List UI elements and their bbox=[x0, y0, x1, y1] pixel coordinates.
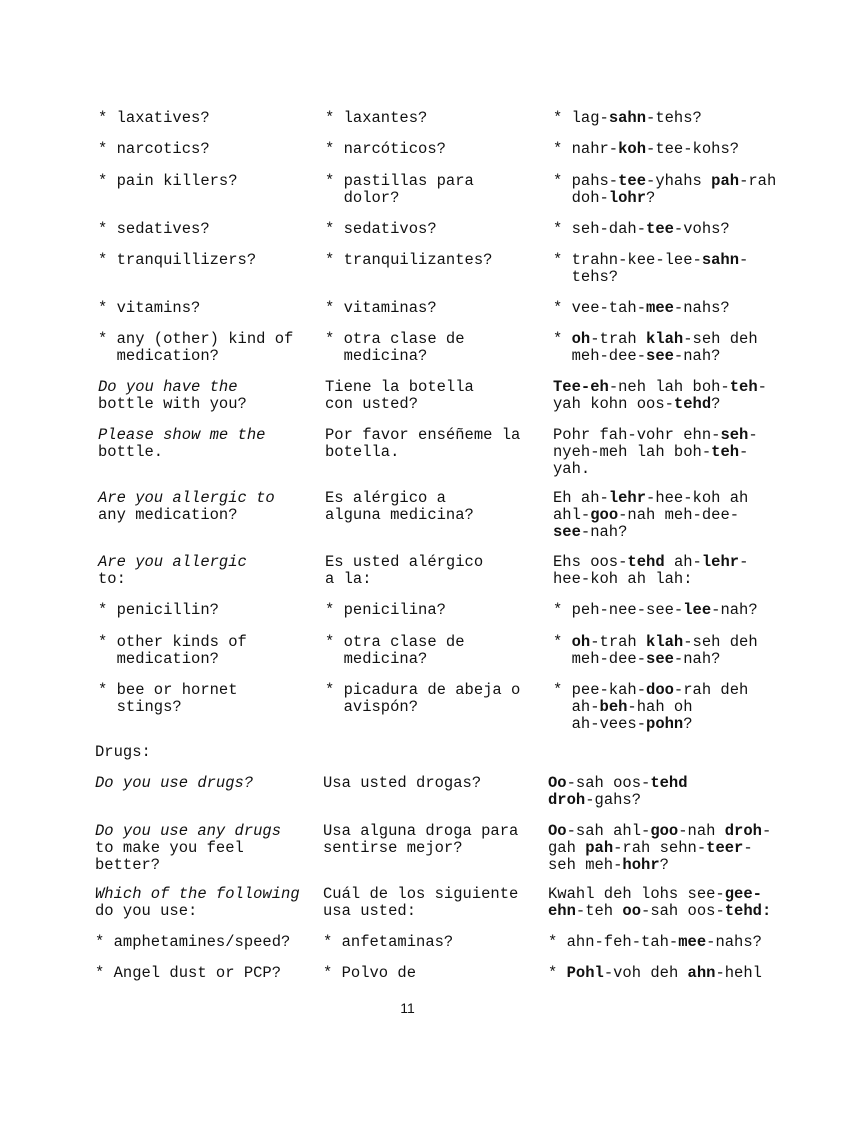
spanish-cell: * vitaminas? bbox=[325, 299, 437, 317]
english-question-italic: Do you use drugs? bbox=[95, 774, 254, 792]
english-cell bbox=[95, 934, 290, 951]
english-cell bbox=[98, 221, 210, 238]
spanish-cell: Por favor enséñeme la botella. bbox=[325, 426, 521, 461]
stressed-syllable: klah bbox=[646, 633, 684, 651]
spanish-cell: * narcóticos? bbox=[325, 140, 446, 158]
stressed-syllable: droh bbox=[724, 822, 762, 840]
stressed-syllable: lohr bbox=[608, 189, 647, 207]
spanish-cell: * Polvo de bbox=[323, 964, 417, 982]
pronunciation-cell: * Pohl-voh deh ahn-hehl bbox=[548, 964, 762, 982]
stressed-syllable: teh bbox=[711, 443, 740, 461]
stressed-syllable: pohn bbox=[646, 715, 684, 733]
pronunciation-cell: * vee-tah-mee-nahs? bbox=[553, 299, 730, 317]
spanish-cell: * picadura de abeja o avispón? bbox=[325, 681, 521, 716]
stressed-syllable: oh bbox=[571, 330, 591, 348]
spanish-cell: Es alérgico a alguna medicina? bbox=[325, 489, 474, 524]
spanish-cell: * tranquilizantes? bbox=[325, 251, 493, 269]
pronunciation-cell: * trahn-kee-lee-sahn- tehs? bbox=[553, 251, 749, 286]
pronunciation-cell: Tee-eh-neh lah boh-teh- yah kohn oos-tehd? bbox=[553, 378, 767, 413]
pronunciation-cell: * pahs-tee-yhahs pah-rah doh-lohr? bbox=[553, 172, 777, 207]
spanish-cell: Cuál de los siguiente usa usted: bbox=[323, 885, 519, 920]
stressed-syllable: tee bbox=[646, 220, 674, 238]
page-number: 11 bbox=[400, 1000, 415, 1016]
english-text: * other kinds of medication? bbox=[98, 633, 247, 668]
stressed-syllable: see bbox=[646, 347, 674, 365]
english-text: any medication? bbox=[98, 506, 238, 524]
stressed-syllable: tehd droh bbox=[548, 774, 688, 809]
english-cell bbox=[98, 252, 256, 269]
spanish-cell: * otra clase de medicina? bbox=[325, 633, 465, 668]
stressed-syllable: oo bbox=[622, 902, 642, 920]
pronunciation-cell: Eh ah-lehr-hee-koh ah ahl-goo-nah meh-dee- see-nah? bbox=[553, 489, 749, 541]
section-heading-drugs: Drugs: bbox=[95, 743, 151, 761]
stressed-syllable: lehr bbox=[608, 489, 647, 507]
stressed-syllable: klah bbox=[646, 330, 684, 348]
spanish-cell: * sedativos? bbox=[325, 220, 437, 238]
english-text: bottle. bbox=[98, 443, 164, 461]
stressed-syllable: Oo bbox=[548, 774, 567, 792]
english-text: * vitamins? bbox=[98, 299, 201, 317]
english-cell bbox=[98, 141, 210, 158]
pronunciation-cell: * oh-trah klah-seh deh meh-dee-see-nah? bbox=[553, 633, 758, 668]
spanish-cell: * penicilina? bbox=[325, 601, 446, 619]
stressed-syllable: gee bbox=[724, 885, 753, 903]
stressed-syllable: goo bbox=[590, 506, 619, 524]
stressed-syllable: doo bbox=[646, 681, 674, 699]
pronunciation-cell: Pohr fah-vohr ehn-seh- nyeh-meh lah boh-teh- yah. bbox=[553, 426, 758, 478]
english-text: * laxatives? bbox=[98, 109, 210, 127]
stressed-syllable: ahn bbox=[687, 964, 716, 982]
english-cell bbox=[98, 427, 265, 461]
pronunciation-cell: * seh-dah-tee-vohs? bbox=[553, 220, 730, 238]
english-text: * narcotics? bbox=[98, 140, 210, 158]
spanish-cell: Usa usted drogas? bbox=[323, 774, 482, 792]
english-text: * penicillin? bbox=[98, 601, 219, 619]
stressed-syllable: teh bbox=[729, 378, 758, 396]
stressed-syllable: tehd: bbox=[724, 902, 772, 920]
stressed-syllable: Tee-eh bbox=[553, 378, 609, 396]
spanish-cell: Es usted alérgico a la: bbox=[325, 553, 484, 588]
spanish-cell: * laxantes? bbox=[325, 109, 428, 127]
english-cell bbox=[98, 173, 238, 190]
english-cell bbox=[98, 379, 247, 413]
english-cell bbox=[98, 490, 275, 524]
english-cell bbox=[95, 886, 300, 920]
pronunciation-cell: * oh-trah klah-seh deh meh-dee-see-nah? bbox=[553, 330, 758, 365]
pronunciation-cell: * lag-sahn-tehs? bbox=[553, 109, 702, 127]
spanish-cell: * pastillas para dolor? bbox=[325, 172, 474, 207]
english-question-italic: Do you use any drugs bbox=[95, 822, 282, 840]
english-text: * any (other) kind of medication? bbox=[98, 330, 294, 365]
english-question-italic: Are you allergic bbox=[98, 553, 247, 571]
stressed-syllable: tee bbox=[618, 172, 647, 190]
spanish-cell: Tiene la botella con usted? bbox=[325, 378, 474, 413]
pronunciation-cell: * ahn-feh-tah-mee-nahs? bbox=[548, 933, 762, 951]
pronunciation-cell: Oo-sah oos-tehd droh-gahs? bbox=[548, 774, 688, 809]
english-question-italic: Are you allergic to bbox=[98, 489, 275, 507]
stressed-syllable: beh bbox=[599, 698, 628, 716]
stressed-syllable: Oo bbox=[548, 822, 567, 840]
stressed-syllable: tehd bbox=[627, 553, 665, 571]
stressed-syllable: pah bbox=[585, 839, 614, 857]
english-question-italic: Please show me the bbox=[98, 426, 266, 444]
english-text: * tranquillizers? bbox=[98, 251, 257, 269]
english-text: do you use: bbox=[95, 902, 198, 920]
stressed-syllable: see bbox=[646, 650, 674, 668]
stressed-syllable: lehr bbox=[701, 553, 740, 571]
english-cell bbox=[98, 554, 247, 588]
english-text: * Angel dust or PCP? bbox=[95, 964, 282, 982]
stressed-syllable: seh bbox=[720, 426, 749, 444]
english-cell bbox=[98, 110, 210, 127]
stressed-syllable: mee bbox=[678, 933, 707, 951]
spanish-cell: * otra clase de medicina? bbox=[325, 330, 465, 365]
pronunciation-cell: Ehs oos-tehd ah-lehr- hee-koh ah lah: bbox=[553, 553, 749, 588]
english-cell bbox=[98, 331, 293, 365]
stressed-syllable: oh bbox=[571, 633, 591, 651]
english-cell bbox=[95, 823, 281, 874]
stressed-syllable: tehd bbox=[673, 395, 712, 413]
spanish-cell: * anfetaminas? bbox=[323, 933, 454, 951]
english-question-italic: Which of the following bbox=[95, 885, 300, 903]
english-cell bbox=[95, 775, 253, 792]
stressed-syllable: lee bbox=[683, 601, 712, 619]
english-text: * sedatives? bbox=[98, 220, 210, 238]
stressed-syllable: teer bbox=[706, 839, 744, 857]
stressed-syllable: sahn bbox=[701, 251, 740, 269]
english-question-italic: Do you have the bbox=[98, 378, 238, 396]
pronunciation-cell: * peh-nee-see-lee-nah? bbox=[553, 601, 758, 619]
stressed-syllable: goo bbox=[650, 822, 679, 840]
english-text: bottle with you? bbox=[98, 395, 247, 413]
pronunciation-cell: Oo-sah ahl-goo-nah droh- gah pah-rah sehn-teer- seh meh-hohr? bbox=[548, 822, 772, 874]
spanish-cell: Usa alguna droga para sentirse mejor? bbox=[323, 822, 519, 857]
stressed-syllable: koh bbox=[618, 140, 647, 158]
pronunciation-cell: * pee-kah-doo-rah deh ah-beh-hah oh ah-vees-pohn? bbox=[553, 681, 749, 733]
stressed-syllable: pah bbox=[711, 172, 740, 190]
english-cell bbox=[98, 634, 247, 668]
english-cell bbox=[98, 682, 238, 716]
english-text: * pain killers? bbox=[98, 172, 238, 190]
english-cell bbox=[98, 300, 200, 317]
pronunciation-cell: Kwahl deh lohs see-gee- ehn-teh oo-sah oos-tehd: bbox=[548, 885, 772, 920]
english-text: to make you feel better? bbox=[95, 839, 244, 874]
stressed-syllable: - ehn bbox=[548, 885, 762, 920]
stressed-syllable: Pohl bbox=[566, 964, 604, 982]
stressed-syllable: mee bbox=[646, 299, 674, 317]
english-text: to: bbox=[98, 570, 126, 588]
stressed-syllable: hohr bbox=[622, 856, 660, 874]
english-text: * bee or hornet stings? bbox=[98, 681, 238, 716]
english-cell bbox=[98, 602, 219, 619]
english-text: * amphetamines/speed? bbox=[95, 933, 291, 951]
english-cell bbox=[95, 965, 281, 982]
stressed-syllable: sahn bbox=[608, 109, 647, 127]
pronunciation-cell: * nahr-koh-tee-kohs? bbox=[553, 140, 740, 158]
stressed-syllable: see bbox=[553, 523, 581, 541]
